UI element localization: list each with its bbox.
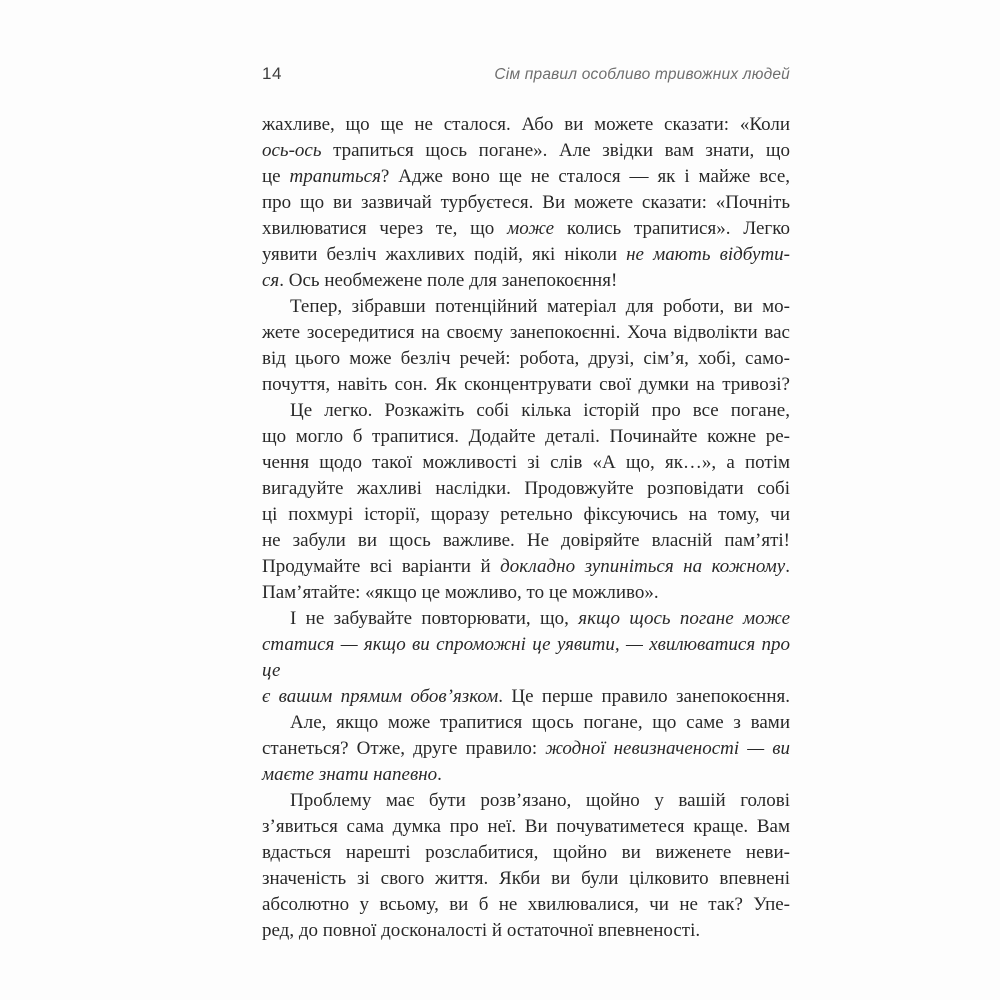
regular-text: вигадуйте жахливі наслідки. Продовжуйте розповідати собі (262, 478, 790, 499)
text-line (262, 866, 790, 892)
text-line (262, 710, 790, 736)
text-line (262, 762, 790, 788)
regular-text: . Це перше правило занепокоєння. (498, 686, 790, 707)
text-line (262, 112, 790, 138)
text-line (262, 164, 790, 190)
text-line (262, 216, 790, 242)
running-title: Сім правил особливо тривожних людей (494, 66, 790, 83)
running-head (262, 64, 790, 84)
text-line (262, 892, 790, 918)
italic-text: докладно зупиніться на кожному (500, 556, 786, 577)
regular-text: значеність зі свого життя. Якби ви були цілковито впевнені (262, 868, 790, 889)
body-text (262, 112, 790, 944)
text-line (262, 554, 790, 580)
paragraph (262, 294, 790, 398)
text-line (262, 190, 790, 216)
text-line (262, 424, 790, 450)
italic-text: статися — якщо ви спроможні це уявити, — хвилюватися про це (262, 634, 790, 681)
paragraph (262, 606, 790, 710)
italic-text: трапиться (289, 166, 381, 187)
regular-text: не забули ви щось важливе. Не довіряйте власній пам’яті! (262, 530, 790, 551)
regular-text: Тепер, зібравши потенційний матеріал для роботи, ви мо- (290, 296, 790, 317)
text-line (262, 450, 790, 476)
regular-text: станеться? Отже, друге правило: (262, 738, 546, 759)
italic-text: якщо щось погане може (578, 608, 790, 629)
regular-text: Це легко. Розкажіть собі кілька історій про все погане, (290, 400, 790, 421)
text-line (262, 268, 790, 294)
italic-text: є вашим прямим обов’язком (262, 686, 499, 707)
regular-text: жете зосередитися на своєму занепокоєнні. Хоча відволікти вас (262, 322, 790, 343)
regular-text: вдасться нарешті розслабитися, щойно ви виженете неви- (262, 842, 790, 863)
text-line (262, 320, 790, 346)
text-line (262, 138, 790, 164)
regular-text: . Ось необмежене поле для занепокоєння! (279, 270, 618, 291)
text-line (262, 346, 790, 372)
regular-text: ці похмурі історії, щоразу ретельно фіксуючись на тому, чи (262, 504, 790, 525)
page-number: 14 (262, 64, 282, 83)
regular-text: з’явиться сама думка про неї. Ви почуватиметеся краще. Вам (262, 816, 790, 837)
text-line (262, 632, 790, 684)
text-line (262, 814, 790, 840)
regular-text: уявити безліч жахливих подій, які ніколи (262, 244, 627, 265)
italic-text: ось-ось (262, 140, 322, 161)
italic-text: ся (262, 270, 280, 291)
italic-text: маєте знати напевно (262, 764, 438, 785)
regular-text: це (262, 166, 290, 187)
regular-text: почуття, навіть сон. Як сконцентрувати свої думки на тривозі? (262, 374, 790, 395)
text-line (262, 398, 790, 424)
text-line (262, 606, 790, 632)
text-line (262, 294, 790, 320)
text-line (262, 242, 790, 268)
regular-text: І не забувайте повторювати, що, (290, 608, 579, 629)
regular-text: хвилюватися через те, що (262, 218, 508, 239)
regular-text: що могло б трапитися. Додайте деталі. Починайте кожне ре- (262, 426, 790, 447)
paragraph (262, 710, 790, 788)
text-line (262, 372, 790, 398)
paragraph (262, 112, 790, 294)
text-line (262, 528, 790, 554)
regular-text: Проблему має бути розв’язано, щойно у вашій голові (290, 790, 790, 811)
text-line (262, 476, 790, 502)
italic-text: не мають відбути- (626, 244, 790, 265)
regular-text: Пам’ятайте: «якщо це можливо, то це можливо». (262, 582, 659, 603)
regular-text: Продумайте всі варіанти й (262, 556, 501, 577)
regular-text: колись трапитися». Легко (554, 218, 790, 239)
regular-text: . (437, 764, 442, 785)
text-line (262, 580, 790, 606)
italic-text: жодної невизначеності — ви (545, 738, 790, 759)
regular-text: від цього може безліч речей: робота, друзі, сім’я, хобі, само- (262, 348, 790, 369)
text-line (262, 502, 790, 528)
italic-text: може (507, 218, 555, 239)
regular-text: Але, якщо може трапитися щось погане, що саме з вами (290, 712, 790, 733)
paragraph (262, 398, 790, 606)
text-line (262, 736, 790, 762)
regular-text: жахливе, що ще не сталося. Або ви можете сказати: «Коли (262, 114, 790, 135)
text-line (262, 918, 790, 944)
regular-text: абсолютно у всьому, ви б не хвилювалися, чи не так? Упе- (262, 894, 790, 915)
text-line (262, 684, 790, 710)
text-line (262, 840, 790, 866)
regular-text: трапиться щось погане». Але звідки вам знати, що (321, 140, 790, 161)
paragraph (262, 788, 790, 944)
text-line (262, 788, 790, 814)
regular-text: про що ви зазвичай турбуєтеся. Ви можете сказати: «Почніть (262, 192, 790, 213)
regular-text: чення щодо такої можливості зі слів «А що, як…», а потім (262, 452, 790, 473)
regular-text: ? Адже воно ще не сталося — як і майже все, (380, 166, 791, 187)
regular-text: . (785, 556, 790, 577)
regular-text: ред, до повної досконалості й остаточної впевненості. (262, 920, 701, 941)
